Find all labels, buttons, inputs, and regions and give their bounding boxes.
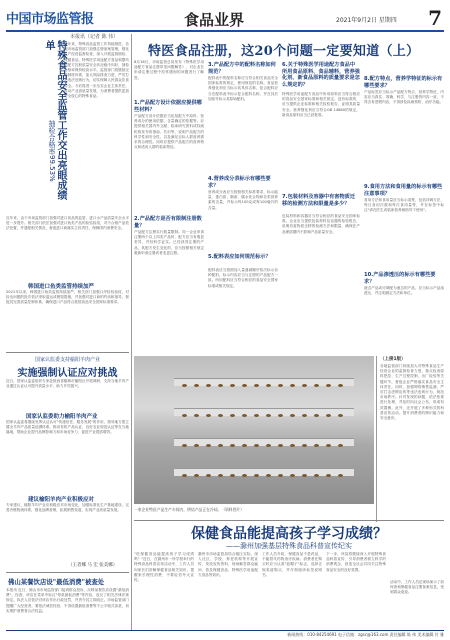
- continued-body: 各地监管部门持续加大对特殊食品生产经营企业的监督检查力度，重点检查原料把控、生产过程控制、出厂检验等关键环节，督促企业严格落实食品安全主体责任。同时，加强网络销售监测，严厉打击虚假宣传等违法违规行为，规范市场秩序。针对发现的问题，依法依规进行处理，并及时向社会公布，形成有效震慑。此外，还开展了多种形式的科普宣传活动，提升消费者的辨识能力和安全意识。: [380, 364, 444, 421]
- production-photo: [134, 356, 374, 504]
- main-body-col1: 8月16日，市场监管总局发布《特殊医学用途配方食品注册常见问题解答》，对企业在申请注册过程中经常遇到的问题进行了解答。: [134, 60, 204, 80]
- baked-item: [290, 474, 295, 477]
- subhead-korea-fish: 韩国进口鱼类监管持续加严: [28, 284, 95, 290]
- bottom-body-2: 滁州市市场监管局结合辖区实际，深入社区、学校、养老机构等开展宣传，发放宣传资料，现场解答群众疑问，普及保健食品、特殊医学用途配方食品等知识。: [198, 552, 258, 577]
- bottom-body-1: "吃保健食品能提高孩子学习成绩吗？"近日，在滁州市一所学校举行的特殊食品科普宣传活动中，工作人员向家长们讲解保健食品相关知识，提醒家长理性消费，不要轻信夸大宣传。: [134, 552, 194, 583]
- baked-item: [218, 384, 223, 387]
- answer-3: 配料表中的配料名称应当符合相关食品安全国家标准的规定，使用规范的名称。食品营养强化剂应当标示其具体名称，复合配料应当在配料表中标示复合配料名称，并在其后加括号标示其原始配料。: [208, 76, 278, 101]
- baked-item: [302, 384, 307, 387]
- question-4: 4.营养成分表标示有哪些要求？: [208, 176, 271, 189]
- baked-item: [314, 474, 319, 477]
- answer-5: 配料表应当按照加入量递减顺序依次标示各种配料，标示内容应当与注册的产品配方一致。所用配料应当符合相应的食品安全国家标准或相关规定。: [208, 268, 278, 288]
- column-divider-left: [131, 34, 132, 630]
- baked-item: [278, 384, 283, 387]
- baked-item: [254, 474, 259, 477]
- bottom-article-title: 保健食品能提高孩子学习成绩？: [191, 526, 387, 542]
- baked-item: [182, 384, 187, 387]
- baked-item: [206, 384, 211, 387]
- masthead: [6, 8, 444, 30]
- question-9: 9.食用方法和食用量的标示有哪些注意事项？: [364, 184, 443, 197]
- question-8: 8.配方特点，营养学特征的标示有哪些要求？: [364, 76, 443, 89]
- bottom-body-5: 活动中，工作人员还现场演示了如何查询保健食品注册备案信息，受到群众欢迎。: [390, 580, 444, 595]
- baked-item: [290, 444, 295, 447]
- baked-item: [242, 384, 247, 387]
- newspaper-logo: 中国市场监管报: [6, 12, 94, 27]
- left-body-2: 近年来，由于市场监管部门加强对进口食品的监管，进口水产品质量安全水平进一步提升。相关部门依法加强对进口鱼类产品的检验检疫，对不合格产品依法处置，并通报相关情况，督促进口商落实主体责任，保障国内消费安全。: [6, 216, 129, 231]
- answer-9: 食用方法和食用量应当标示清楚，包括冲调方法、每日食用次数和每次食用量等，并在标签中标注"请在医生或临床营养师指导下使用"。: [364, 198, 444, 213]
- baked-item: [278, 414, 283, 417]
- feature-kicker: 国家认监委支持榆阳羊肉产业: [34, 357, 100, 363]
- baked-item: [182, 474, 187, 477]
- question-6: 6.关于特殊医学用途配方食品中所用食品原料、食品辅料，营养强化剂、新食品原料的质量要求是怎么规定的？: [282, 62, 360, 88]
- baked-item: [302, 444, 307, 447]
- baked-item: [314, 384, 319, 387]
- header-rule: [6, 30, 444, 32]
- answer-4: 营养成分表应当按照相关标准要求，标示能量、蛋白质、脂肪、碳水化合物和各类营养素的含量，并标示每100克或每100毫升的含量。: [208, 190, 278, 210]
- baked-item: [242, 444, 247, 447]
- baked-item: [266, 474, 271, 477]
- baked-item: [266, 414, 271, 417]
- baked-item: [182, 444, 187, 447]
- left-body-3: 2021年以来，韩国进口鱼类监管持续加严，相关部门加强口岸检验检疫，对检出问题的批次依法采取退运或销毁措施，并加强对进口商的约谈和指导，督促其完善质量控制体系，确保进口产品符合我国食品安全国家标准要求。: [6, 290, 129, 305]
- subhead-yuyang-1: 国家认监委助力榆阳羊肉产业: [26, 414, 98, 420]
- baked-item: [302, 414, 307, 417]
- baked-item: [326, 474, 331, 477]
- baked-item: [206, 444, 211, 447]
- baked-item: [314, 444, 319, 447]
- column-divider-right: [376, 356, 377, 522]
- baked-item: [278, 444, 283, 447]
- left-divider-2: [6, 572, 129, 573]
- answer-8: 产品标签应当标示产品配方特点、营养学特征，内容应当真实、准确、科学，与注册的内容一致，不得含有虚假内容，不得涉及疾病预防、治疗功能。: [364, 90, 444, 105]
- baked-item: [194, 474, 199, 477]
- baked-item: [266, 444, 271, 447]
- baked-item: [206, 474, 211, 477]
- question-7: 7.包装材料及容器中有害物质迁移的检测方法和限量是多少？: [282, 194, 356, 207]
- baked-item: [254, 444, 259, 447]
- bottom-body-3: 工作人员介绍，保健食品不是药品，不能替代药物治疗疾病。消费者在购买时应当认准"蓝帽子"标志，选择正规渠道购买，并仔细阅读标签说明书。: [262, 552, 322, 577]
- feature-title: 实施强制认证应对挑战: [17, 368, 118, 379]
- main-article-title: 特医食品注册，这20个问题一定要知道（上）: [148, 44, 420, 59]
- left-column: [6, 34, 129, 630]
- subhead-yuyang-2: 建议榆阳羊肉产业积极应对: [28, 497, 95, 503]
- baked-item: [338, 474, 343, 477]
- baked-item: [218, 474, 223, 477]
- bottom-divider: [134, 520, 444, 521]
- question-2: 2.产品配方是否有限制注册数量？: [134, 216, 202, 229]
- baked-item: [194, 414, 199, 417]
- left-body-4: 近日，国家认监委组织专家赴陕西省榆林市榆阳区开展调研，支持当地羊肉产业通过认证认可提升质量水平，助力乡村振兴。: [6, 379, 129, 389]
- lead-article-body: 近年来，特殊食品监管工作持续推进，各地市场监管部门加强注册备案管理，强化生产经营监督检查，深入开展监督抽检，保健食品、特殊医学用途配方食品和婴幼儿配方乳粉质量安全状况稳中向好，抽检合格率保持较高水平。监管部门将继续完善制度体系，加大风险排查力度，严厉打击违法违规行为，切实保障人民群众饮食安全。今后将进一步压实企业主体责任，推动产业高质量发展，为消费者提供更加安全放心的特殊食品。: [64, 42, 129, 99]
- bottom-article-subtitle: ——滁州加强基层特殊食品科普宣传纪实: [226, 542, 352, 550]
- baked-item: [266, 384, 271, 387]
- baked-item: [278, 474, 283, 477]
- baked-item: [182, 414, 187, 417]
- baked-item: [338, 414, 343, 417]
- baked-item: [338, 444, 343, 447]
- question-10: 10.产品渗透压的标示有哪些要求？: [364, 272, 436, 285]
- baked-item: [302, 474, 307, 477]
- left-body-6: 专家建议，榆阳羊肉产业应积极应对市场变化，加强标准化生产基地建设，完善冷链物流体系，强化品牌营销，拓展销售渠道，实现产业高质量发展。: [6, 503, 129, 513]
- signoff: （王者娜 马 宏 张美娜）: [68, 563, 118, 568]
- baked-item: [230, 474, 235, 477]
- photo-caption: 一家企业特医产品生产车间内，烘焙产品正在冷却。（资料图片）: [134, 507, 245, 512]
- baked-item: [242, 474, 247, 477]
- continued-label: （上接1版）: [380, 357, 406, 362]
- baked-item: [338, 384, 343, 387]
- baked-item: [290, 384, 295, 387]
- section-title: 食品业界: [184, 11, 245, 29]
- baked-item: [326, 414, 331, 417]
- question-1: 1.产品配方设计依据应提供哪些材料？: [134, 100, 202, 113]
- lead-article-title: 特殊食品安全监管工作交出亮眼成绩单: [43, 40, 66, 200]
- question-5: 5.配料表应如何规范标示？: [208, 254, 271, 260]
- answer-10: 液态产品或可调配为液态的产品，应当标示产品渗透压，并注明测定方法和单位。: [364, 286, 444, 296]
- lead-byline: 本报讯（记者 陈 伟）: [70, 34, 119, 40]
- question-3: 3.产品配方中的配料名称如何规范？: [208, 62, 276, 75]
- baked-item: [230, 444, 235, 447]
- baked-item: [314, 414, 319, 417]
- baked-item: [194, 384, 199, 387]
- answer-1: 产品配方设计依据应当包括配方中原料、营养成分的使用依据、含量确定的依据等。应提供相关国内外文献、临床研究资料或权威机构发布的指南、共识等，说明产品配方的科学性和安全性，以及满足目标人群营养需求的合理性。同时应提供产品配方的营养特点和适用人群的临床特征。: [134, 114, 204, 150]
- baked-item: [290, 414, 295, 417]
- answer-7: 包装材料和容器应当符合相应的食品安全国家标准。企业应当提供包装材料及容器的检验报告，说明有害物质迁移的检测方法和限量，确保在产品保质期内不影响产品质量安全。: [282, 214, 360, 234]
- baked-item: [254, 384, 259, 387]
- lead-article-subtitle: 抽检合格率99.53%: [48, 120, 56, 182]
- bottom-body-4: 下一步，该局将继续深入开展特殊食品科普宣传，引导消费者树立科学的消费观念，营造全社会共同关注特殊食品安全的良好氛围。: [326, 552, 386, 572]
- baked-item: [242, 414, 247, 417]
- answer-2: 产品配方注册实行数量限制。同一企业申请注册两个以上同类产品时，配方应当有明显差异，并经科学证实。已经获得注册的产品，其配方发生变化的，应当按照相关规定重新申请注册或者变更注册。: [134, 230, 204, 255]
- baked-item: [230, 384, 235, 387]
- baked-item: [218, 444, 223, 447]
- baked-item: [254, 414, 259, 417]
- baked-item: [218, 414, 223, 417]
- left-bottom-title: 佛山某餐饮店设"最低消费"被查处: [8, 578, 105, 586]
- issue-date: 2021年9月2日 星期四: [336, 17, 397, 24]
- page-footer: 新闻热线：010-84254691 电子信箱：zgsc@163.com 责任编辑 陈 伟 美术编辑 付 雅: [6, 630, 444, 638]
- baked-item: [194, 444, 199, 447]
- baked-item: [206, 414, 211, 417]
- baked-item: [326, 384, 331, 387]
- answer-6: 特殊医学用途配方食品中所用原料应当符合相应的食品安全国家标准和相关规定。没有标准的，应当提供企业标准和相关检验报告，证明其质量安全。营养强化剂应当符合GB 14880的规定，新食品原料应当已获批准。: [282, 92, 360, 117]
- left-body-7: 本报讯 近日，佛山市市场监管部门接到群众投诉，反映某餐饮店设置"最低消费"。经查，该店在菜单中标注"每桌最低消费"等内容，违反了相关法律法规规定。执法人员依法对该店作出行政处罚，并责令其立即改正。市场监管部门提醒广大经营者，要依法诚信经营，不得设置最低消费等不公平格式条款，切实维护消费者合法权益。: [6, 588, 129, 613]
- baked-item: [230, 414, 235, 417]
- baked-item: [326, 444, 331, 447]
- left-divider-1: [6, 352, 129, 353]
- left-body-5: 国家认监委将继续发挥认证认可"传递信任、服务发展"的作用，指导地方建立健全羊肉产品质量追溯体系，推动有机产品认证、良好农业规范认证等在当地落地，帮助企业提升品牌影响力和市场竞争力，促进产业提质增效。: [6, 420, 129, 435]
- page-number: 7: [428, 6, 442, 30]
